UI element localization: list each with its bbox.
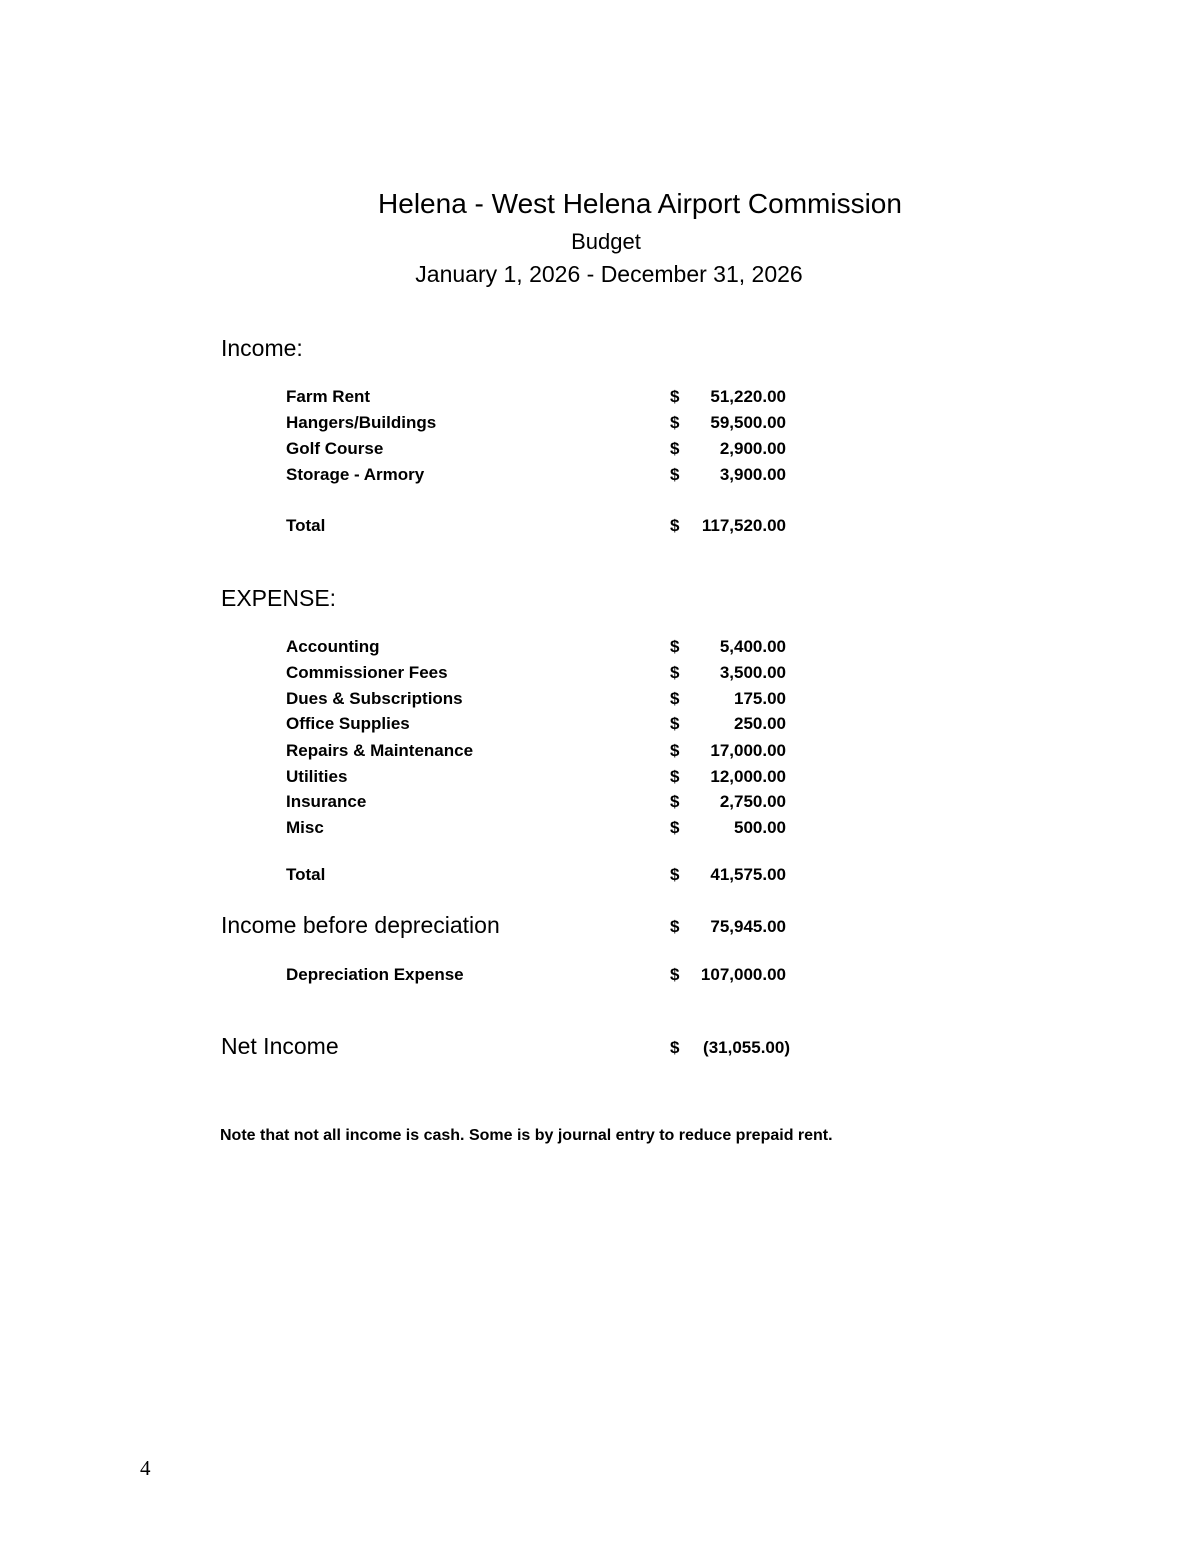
line-item-amount: 175.00 <box>734 689 786 708</box>
page-number: 4 <box>140 1456 151 1480</box>
income-before-depreciation-row <box>0 912 1200 941</box>
currency-symbol: $ <box>670 741 680 760</box>
income-row <box>0 439 1200 463</box>
expense-row <box>0 663 1200 687</box>
line-item-amount: 2,900.00 <box>719 439 786 458</box>
income-row <box>0 465 1200 489</box>
income-total-row <box>0 516 1200 540</box>
line-item-amount: 12,000.00 <box>710 767 786 786</box>
depreciation-amount: 107,000.00 <box>700 965 786 984</box>
total-label: Total <box>286 516 326 535</box>
expense-row <box>0 767 1200 791</box>
currency-symbol: $ <box>670 818 680 837</box>
expense-total-row <box>0 865 1200 889</box>
expense-row <box>0 792 1200 816</box>
line-item-label: Misc <box>286 818 324 837</box>
income-before-depreciation-label: Income before depreciation <box>221 912 500 938</box>
net-income-row <box>0 1033 1200 1062</box>
currency-symbol: $ <box>670 1038 680 1057</box>
net-income-label: Net Income <box>221 1033 339 1059</box>
line-item-label: Storage - Armory <box>286 465 425 484</box>
line-item-amount: 17,000.00 <box>710 741 786 760</box>
line-item-amount: 5,400.00 <box>719 637 786 656</box>
currency-symbol: $ <box>670 714 680 733</box>
income-total-amount: 117,520.00 <box>701 516 786 535</box>
income-row <box>0 387 1200 411</box>
document-subtitle: Budget <box>571 229 641 254</box>
line-item-amount: 3,500.00 <box>719 663 786 682</box>
currency-symbol: $ <box>670 689 680 708</box>
footnote: Note that not all income is cash. Some is by journal entry to reduce prepaid rent. <box>220 1127 833 1144</box>
income-row <box>0 413 1200 437</box>
expense-row <box>0 689 1200 713</box>
currency-symbol: $ <box>670 917 680 936</box>
line-item-label: Dues & Subscriptions <box>286 689 463 708</box>
document-title: Helena - West Helena Airport Commission <box>378 188 902 219</box>
income-heading: Income: <box>221 335 303 361</box>
currency-symbol: $ <box>670 516 680 535</box>
net-income-amount: (31,055.00) <box>703 1038 790 1057</box>
line-item-label: Golf Course <box>286 439 384 458</box>
budget-period: January 1, 2026 - December 31, 2026 <box>415 261 803 287</box>
line-item-amount: 3,900.00 <box>719 465 786 484</box>
line-item-amount: 51,220.00 <box>710 387 786 406</box>
currency-symbol: $ <box>670 865 680 884</box>
line-item-label: Utilities <box>286 767 348 786</box>
expense-row <box>0 741 1200 765</box>
line-item-label: Commissioner Fees <box>286 663 448 682</box>
line-item-amount: 59,500.00 <box>710 413 786 432</box>
currency-symbol: $ <box>670 465 680 484</box>
depreciation-label: Depreciation Expense <box>286 965 464 984</box>
line-item-label: Accounting <box>286 637 380 656</box>
currency-symbol: $ <box>670 965 680 984</box>
currency-symbol: $ <box>670 387 680 406</box>
line-item-amount: 2,750.00 <box>719 792 786 811</box>
currency-symbol: $ <box>670 767 680 786</box>
total-label: Total <box>286 865 326 884</box>
income-before-depreciation-amount: 75,945.00 <box>710 917 786 936</box>
line-item-label: Insurance <box>286 792 367 811</box>
expense-row <box>0 818 1200 842</box>
currency-symbol: $ <box>670 413 680 432</box>
currency-symbol: $ <box>670 637 680 656</box>
line-item-label: Farm Rent <box>286 387 371 406</box>
line-item-amount: 250.00 <box>734 714 786 733</box>
line-item-amount: 500.00 <box>734 818 786 837</box>
expense-total-amount: 41,575.00 <box>710 865 786 884</box>
expense-heading: EXPENSE: <box>221 585 337 611</box>
line-item-label: Hangers/Buildings <box>286 413 437 432</box>
line-item-label: Office Supplies <box>286 714 410 733</box>
expense-row <box>0 637 1200 661</box>
expense-row <box>0 714 1200 738</box>
currency-symbol: $ <box>670 439 680 458</box>
currency-symbol: $ <box>670 663 680 682</box>
depreciation-row <box>0 965 1200 989</box>
line-item-label: Repairs & Maintenance <box>286 741 474 760</box>
currency-symbol: $ <box>670 792 680 811</box>
